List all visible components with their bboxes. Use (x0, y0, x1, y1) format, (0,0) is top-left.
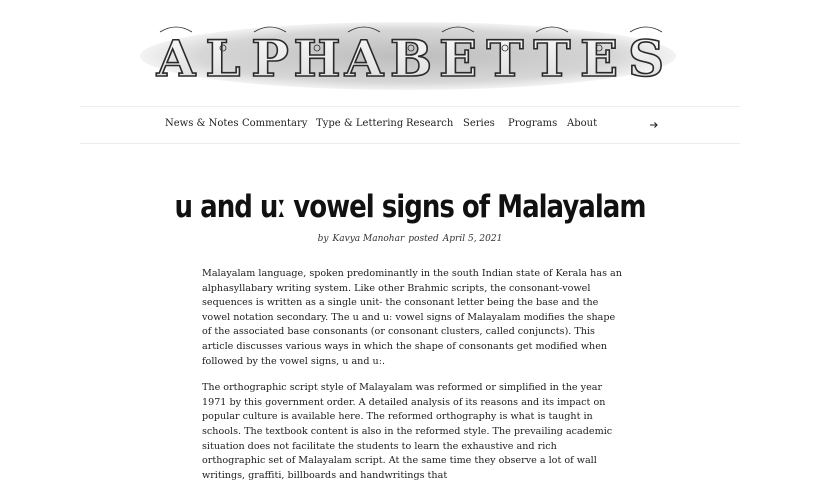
nav-item-series[interactable]: Series (463, 118, 495, 129)
nav-item-commentary[interactable]: Commentary (242, 118, 308, 129)
article-paragraph: The orthographic script style of Malayalam was reformed or simplified in the year 1971 by this government order. A detailed analysis of its reasons and its impact on popular culture is available here. The reformed orthography is what is taught in schools. The textbook content is also in the reformed style. The prevailing academic situation does not facilitate the students to learn the exhaustive and rich orthographic set of Malayalam script. At the same time they observe a lot of wall writings, graffiti, billboards and handwritings that (202, 382, 613, 481)
byline-posted: posted (408, 234, 439, 244)
svg-text:A: A (156, 29, 196, 88)
svg-text:H: H (293, 29, 341, 88)
site-logo[interactable] (140, 18, 676, 90)
article-byline (0, 234, 820, 244)
svg-text:E: E (579, 29, 619, 88)
logo-wordmark-icon (140, 18, 676, 90)
svg-text:E: E (438, 29, 478, 88)
nav-item-research[interactable]: Research (406, 118, 454, 129)
svg-text:L: L (205, 29, 241, 88)
post-date: April 5, 2021 (442, 234, 503, 244)
nav-item-about[interactable]: About (567, 118, 598, 129)
nav-item-news-notes[interactable]: News & Notes (165, 118, 239, 129)
svg-text:B: B (389, 29, 433, 88)
svg-text:P: P (251, 29, 289, 88)
svg-text:S: S (627, 29, 665, 88)
article-title: u and uː vowel signs of Malayalam (174, 188, 646, 225)
svg-text:A: A (344, 29, 384, 88)
nav-item-type-lettering[interactable]: Type & Lettering (316, 118, 404, 129)
nav-item-programs[interactable]: Programs (508, 118, 558, 129)
arrow-right-icon[interactable] (648, 119, 660, 131)
svg-text:T: T (486, 29, 524, 88)
main-nav (80, 106, 740, 144)
author-link[interactable]: Kavya Manohar (332, 234, 405, 244)
byline-prefix: by (317, 234, 329, 244)
article-paragraph: Malayalam language, spoken predominantly in the south Indian state of Kerala has an alphasyllabary writing system. Like other Brahmic scripts, the consonant-vowel sequences is written as a single unit- the consonant letter being the base and the vowel notation secondary. The u and uː vowel signs of Malayalam modifies the shape of the associated base consonants (or consonant clusters, called conjuncts). This article discusses various ways in which the shape of consonants get modified when followed by the vowel signs, u and uː. (202, 268, 622, 367)
article-body (202, 267, 622, 495)
svg-text:T: T (533, 29, 571, 88)
